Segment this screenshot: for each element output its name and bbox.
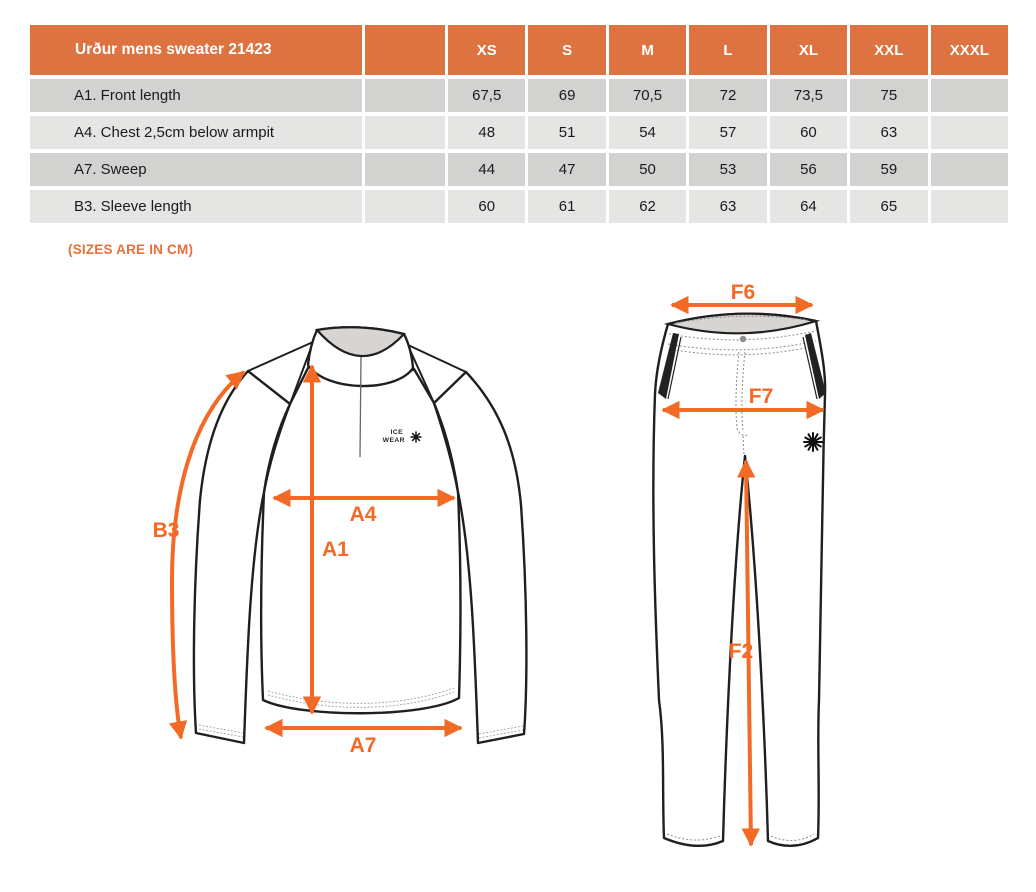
size-header-l: L: [689, 25, 766, 75]
f7-label: F7: [748, 385, 774, 408]
sweater-diagram: [140, 295, 570, 765]
a4-label: A4: [349, 503, 377, 526]
value-cell: 73,5: [770, 79, 847, 112]
value-cell: [931, 79, 1008, 112]
row-label: A7. Sweep: [30, 153, 362, 186]
value-cell: 53: [689, 153, 766, 186]
pants-body: [653, 314, 825, 846]
value-cell: 59: [850, 153, 927, 186]
value-cell: 44: [448, 153, 525, 186]
f6-label: F6: [730, 281, 756, 304]
value-cell: 64: [770, 190, 847, 223]
value-cell: 62: [609, 190, 686, 223]
value-cell: 72: [689, 79, 766, 112]
waist-button: [740, 336, 746, 342]
value-cell: 63: [689, 190, 766, 223]
row-spacer: [365, 79, 445, 112]
size-header-xxl: XXL: [850, 25, 927, 75]
row-spacer: [365, 116, 445, 149]
value-cell: 75: [850, 79, 927, 112]
f2-label: F2: [728, 640, 754, 663]
value-cell: 54: [609, 116, 686, 149]
value-cell: 60: [448, 190, 525, 223]
value-cell: [931, 190, 1008, 223]
value-cell: 60: [770, 116, 847, 149]
size-header-xxxl: XXXL: [931, 25, 1008, 75]
value-cell: 65: [850, 190, 927, 223]
value-cell: 51: [528, 116, 605, 149]
logo-text-bottom: WEAR: [382, 437, 405, 444]
value-cell: 70,5: [609, 79, 686, 112]
row-label: A4. Chest 2,5cm below armpit: [30, 116, 362, 149]
a7-label: A7: [349, 734, 377, 757]
b3-label: B3: [152, 519, 180, 542]
row-spacer: [365, 190, 445, 223]
snowflake-icon: [411, 432, 421, 442]
value-cell: 57: [689, 116, 766, 149]
value-cell: 50: [609, 153, 686, 186]
size-header-m: M: [609, 25, 686, 75]
table-title: Urður mens sweater 21423: [30, 25, 362, 75]
row-label: A1. Front length: [30, 79, 362, 112]
value-cell: 56: [770, 153, 847, 186]
value-cell: 61: [528, 190, 605, 223]
value-cell: [931, 116, 1008, 149]
a1-label: A1: [322, 538, 349, 561]
value-cell: 47: [528, 153, 605, 186]
value-cell: 67,5: [448, 79, 525, 112]
size-table: [30, 25, 1008, 223]
sizes-unit-note: (SIZES ARE IN CM): [68, 242, 194, 257]
table-header-spacer: [365, 25, 445, 75]
logo-text-top: ICE: [390, 429, 403, 436]
value-cell: 69: [528, 79, 605, 112]
value-cell: 48: [448, 116, 525, 149]
row-spacer: [365, 153, 445, 186]
size-header-xs: XS: [448, 25, 525, 75]
value-cell: 63: [850, 116, 927, 149]
size-header-xl: XL: [770, 25, 847, 75]
pants-diagram: [615, 283, 1025, 883]
value-cell: [931, 153, 1008, 186]
size-header-s: S: [528, 25, 605, 75]
row-label: B3. Sleeve length: [30, 190, 362, 223]
